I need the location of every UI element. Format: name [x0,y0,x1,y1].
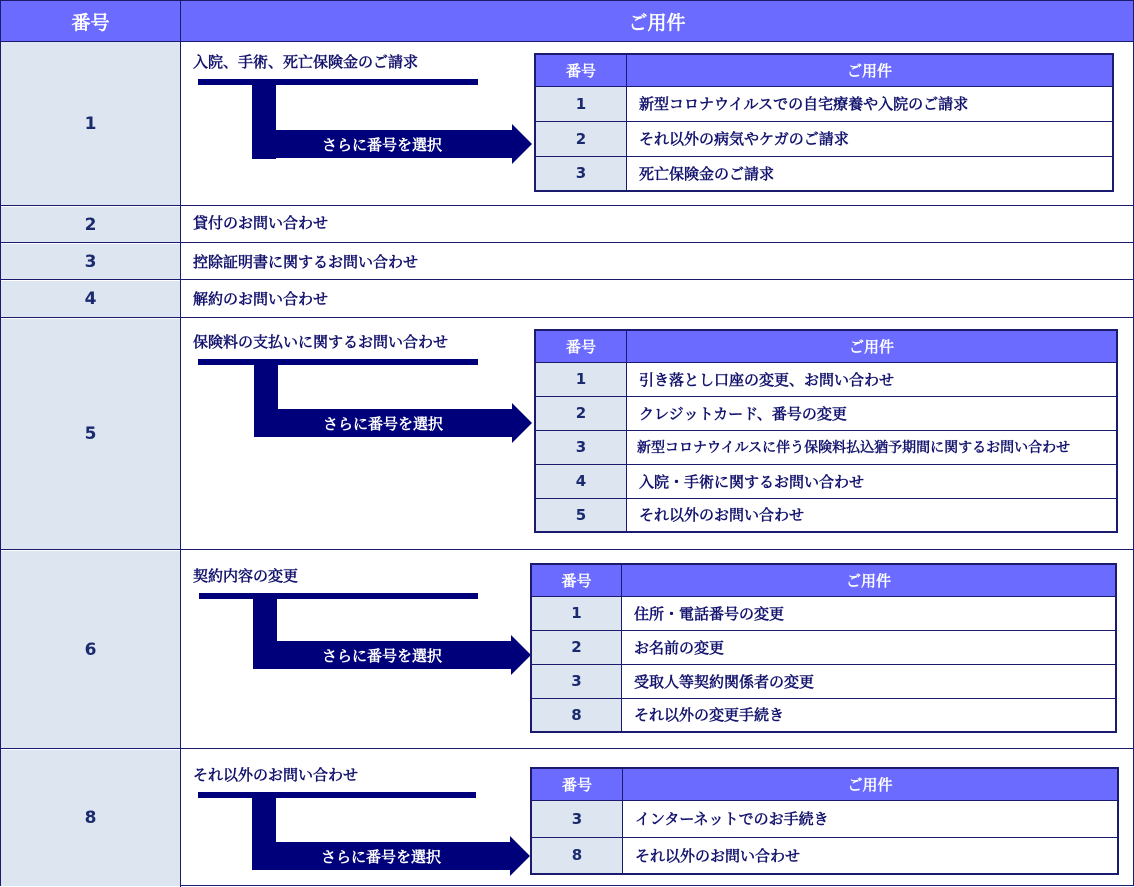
sub-item-number: 1 [535,362,627,396]
table-row[interactable] [531,596,1116,630]
sub-item-number: 8 [531,837,623,874]
header-number: 番号 [1,1,180,41]
sub-item-number: 3 [531,800,623,837]
row-number-1: 1 [1,42,180,205]
sub-item-number: 3 [531,664,622,698]
column-divider [180,1,181,887]
sub-item-text: それ以外のお問い合わせ [623,837,1119,874]
sub-item-number: 5 [535,498,627,532]
sub-item-text: 新型コロナウイルスでの自宅療養や入院のご請求 [627,86,1114,121]
table-row[interactable] [531,664,1116,698]
table-row[interactable] [531,630,1116,664]
sub-header-content: ご用件 [622,564,1117,596]
sub-table-6 [530,563,1117,733]
sub-item-text: 新型コロナウイルスに伴う保険料払込猶予期間に関するお問い合わせ [627,430,1118,464]
sub-header-number: 番号 [531,768,623,800]
sub-item-text: お名前の変更 [622,630,1117,664]
table-row[interactable] [535,464,1117,498]
table-row[interactable] [535,156,1113,191]
row-divider [1,317,1134,318]
row-number-5: 5 [1,319,180,549]
sub-header-number: 番号 [535,54,627,86]
row-divider [1,41,1134,42]
sub-item-text: それ以外のお問い合わせ [627,498,1118,532]
sub-item-text: 住所・電話番号の変更 [622,596,1117,630]
select-arrow-1 [198,79,533,165]
sub-item-number: 2 [531,630,622,664]
table-row[interactable] [531,837,1118,874]
sub-item-text: インターネットでのお手続き [623,800,1119,837]
row-number-6: 6 [1,551,180,748]
sub-item-text: 死亡保険金のご請求 [627,156,1114,191]
sub-item-number: 1 [531,596,622,630]
table-row[interactable] [531,698,1116,732]
table-row[interactable] [535,121,1113,156]
row-text-5: 保険料の支払いに関するお問い合わせ [193,333,449,351]
sub-item-text: クレジットカード、番号の変更 [627,396,1118,430]
sub-item-text: それ以外の病気やケガのご請求 [627,121,1114,156]
sub-item-number: 4 [535,464,627,498]
table-row[interactable] [531,800,1118,837]
sub-table-5 [534,329,1118,533]
row-text-3: 控除証明書に関するお問い合わせ [193,253,419,271]
row-number-4: 4 [1,281,180,317]
row-number-2: 2 [1,207,180,242]
sub-header-content: ご用件 [627,330,1118,362]
sub-item-text: 引き落とし口座の変更、お問い合わせ [627,362,1118,396]
row-text-8: それ以外のお問い合わせ [193,766,359,784]
row-divider [1,748,1134,749]
row-divider [1,549,1134,550]
sub-header-content: ご用件 [623,768,1119,800]
table-row[interactable] [535,430,1117,464]
row-number-8: 8 [1,750,180,886]
table-row[interactable] [535,396,1117,430]
select-arrow-6 [199,593,531,679]
sub-item-number: 3 [535,430,627,464]
sub-header-content: ご用件 [627,54,1114,86]
arrow-label: さらに番号を選択 [253,641,511,669]
row-divider [1,279,1134,280]
sub-header-number: 番号 [535,330,627,362]
row-text-2: 貸付のお問い合わせ [193,214,329,232]
select-arrow-5 [198,359,533,445]
row-text-4: 解約のお問い合わせ [193,290,329,308]
sub-item-number: 2 [535,396,627,430]
sub-item-number: 1 [535,86,627,121]
row-divider [1,205,1134,206]
select-arrow-8 [198,792,530,878]
table-row[interactable] [535,498,1117,532]
sub-item-text: それ以外の変更手続き [622,698,1117,732]
row-number-3: 3 [1,244,180,279]
table-row[interactable] [535,86,1113,121]
table-row[interactable] [535,362,1117,396]
sub-item-number: 3 [535,156,627,191]
row-divider [1,242,1134,243]
arrow-label: さらに番号を選択 [252,842,510,870]
row-text-1: 入院、手術、死亡保険金のご請求 [193,53,419,71]
header-content: ご用件 [181,1,1133,41]
sub-table-1 [534,53,1114,192]
sub-table-8 [530,767,1119,875]
row-text-6: 契約内容の変更 [193,567,299,585]
sub-item-number: 8 [531,698,622,732]
sub-item-text: 受取人等契約関係者の変更 [622,664,1117,698]
sub-item-text: 入院・手術に関するお問い合わせ [627,464,1118,498]
arrow-label: さらに番号を選択 [252,130,512,158]
arrow-label: さらに番号を選択 [254,409,512,437]
sub-item-number: 2 [535,121,627,156]
sub-header-number: 番号 [531,564,622,596]
